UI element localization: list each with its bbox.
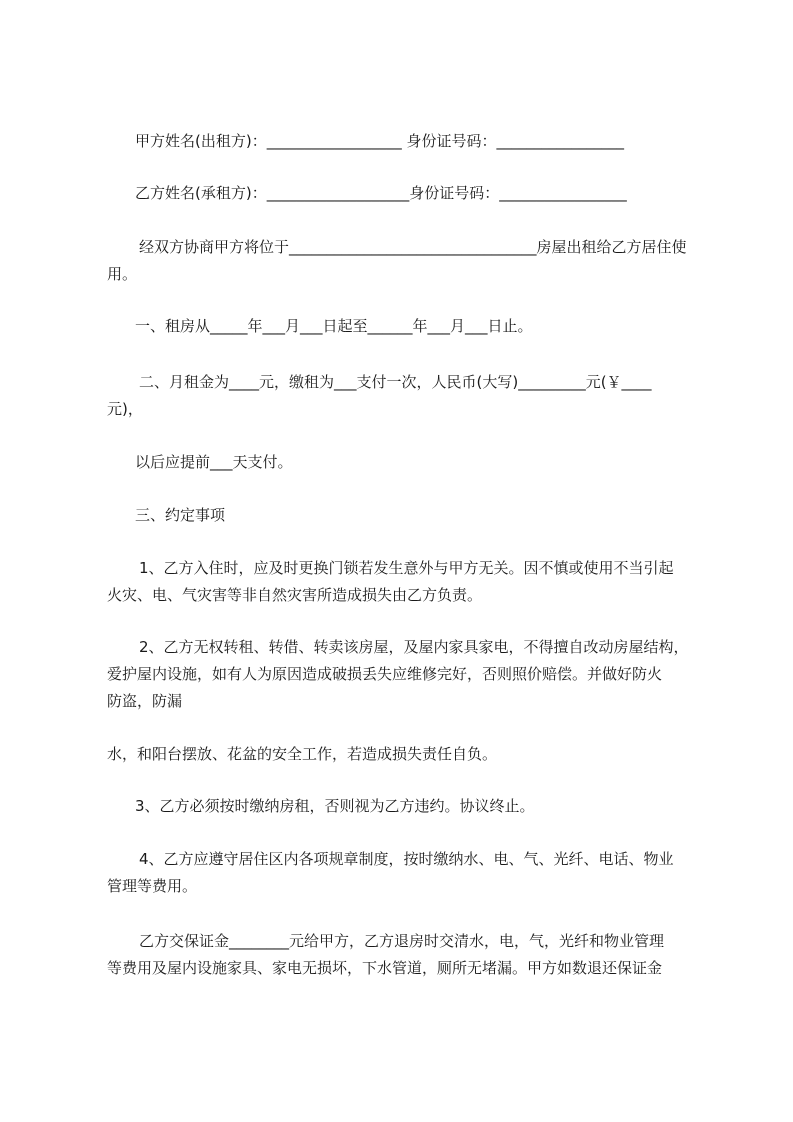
deposit-line-1: 乙方交保证金________元给甲方，乙方退房时交清水，电，气，光纤和物业管理 — [139, 932, 665, 950]
property-location-line-end: 用。 — [107, 265, 138, 283]
deposit-line-2: 等费用及屋内设施家具、家电无损坏，下水管道，厕所无堵漏。甲方如数退还保证金 — [107, 959, 663, 977]
clause-3-line: 3、乙方必须按时缴纳房租，否则视为乙方违约。协议终止。 — [135, 797, 535, 815]
clause-2-line-2: 爱护屋内设施，如有人为原因造成破损丢失应维修完好，否则照价赔偿。并做好防火 — [107, 665, 663, 683]
advance-payment-line: 以后应提前___天支付。 — [135, 453, 293, 471]
property-location-line: 经双方协商甲方将位于_________________________________房屋出租给乙方居住使 — [139, 238, 687, 256]
clause-2-line-1: 2、乙方无权转租、转借、转卖该房屋，及屋内家具家电，不得擅自改动房屋结构， — [139, 638, 689, 656]
clause-1-line-2: 火灾、电、气灾害等非自然灾害所造成损失由乙方负责。 — [107, 586, 483, 604]
clause-1-line-1: 1、乙方入住时，应及时更换门锁若发生意外与甲方无关。因不慎或使用不当引起 — [139, 559, 674, 577]
section-three-heading: 三、约定事项 — [135, 506, 226, 524]
rent-amount-line: 二、月租金为____元，缴租为___支付一次，人民币(大写)_________元(￥____ — [139, 373, 652, 391]
landlord-name-line: 甲方姓名(出租方)：__________________ 身份证号码：_________________ — [135, 132, 624, 150]
lease-term-line: 一、租房从_____年___月___日起至______年___月___日止。 — [135, 317, 533, 335]
clause-2-line-3: 防盗，防漏 — [107, 692, 183, 710]
clause-4-line-2: 管理等费用。 — [107, 877, 198, 895]
clause-2-line-4: 水，和阳台摆放、花盆的安全工作，若造成损失责任自负。 — [107, 745, 498, 763]
clause-4-line-1: 4、乙方应遵守居住区内各项规章制度，按时缴纳水、电、气、光纤、电话、物业 — [139, 850, 674, 868]
rent-amount-line-end: 元)， — [107, 400, 143, 418]
tenant-name-line: 乙方姓名(承租方)：___________________身份证号码：_________________ — [135, 184, 627, 202]
